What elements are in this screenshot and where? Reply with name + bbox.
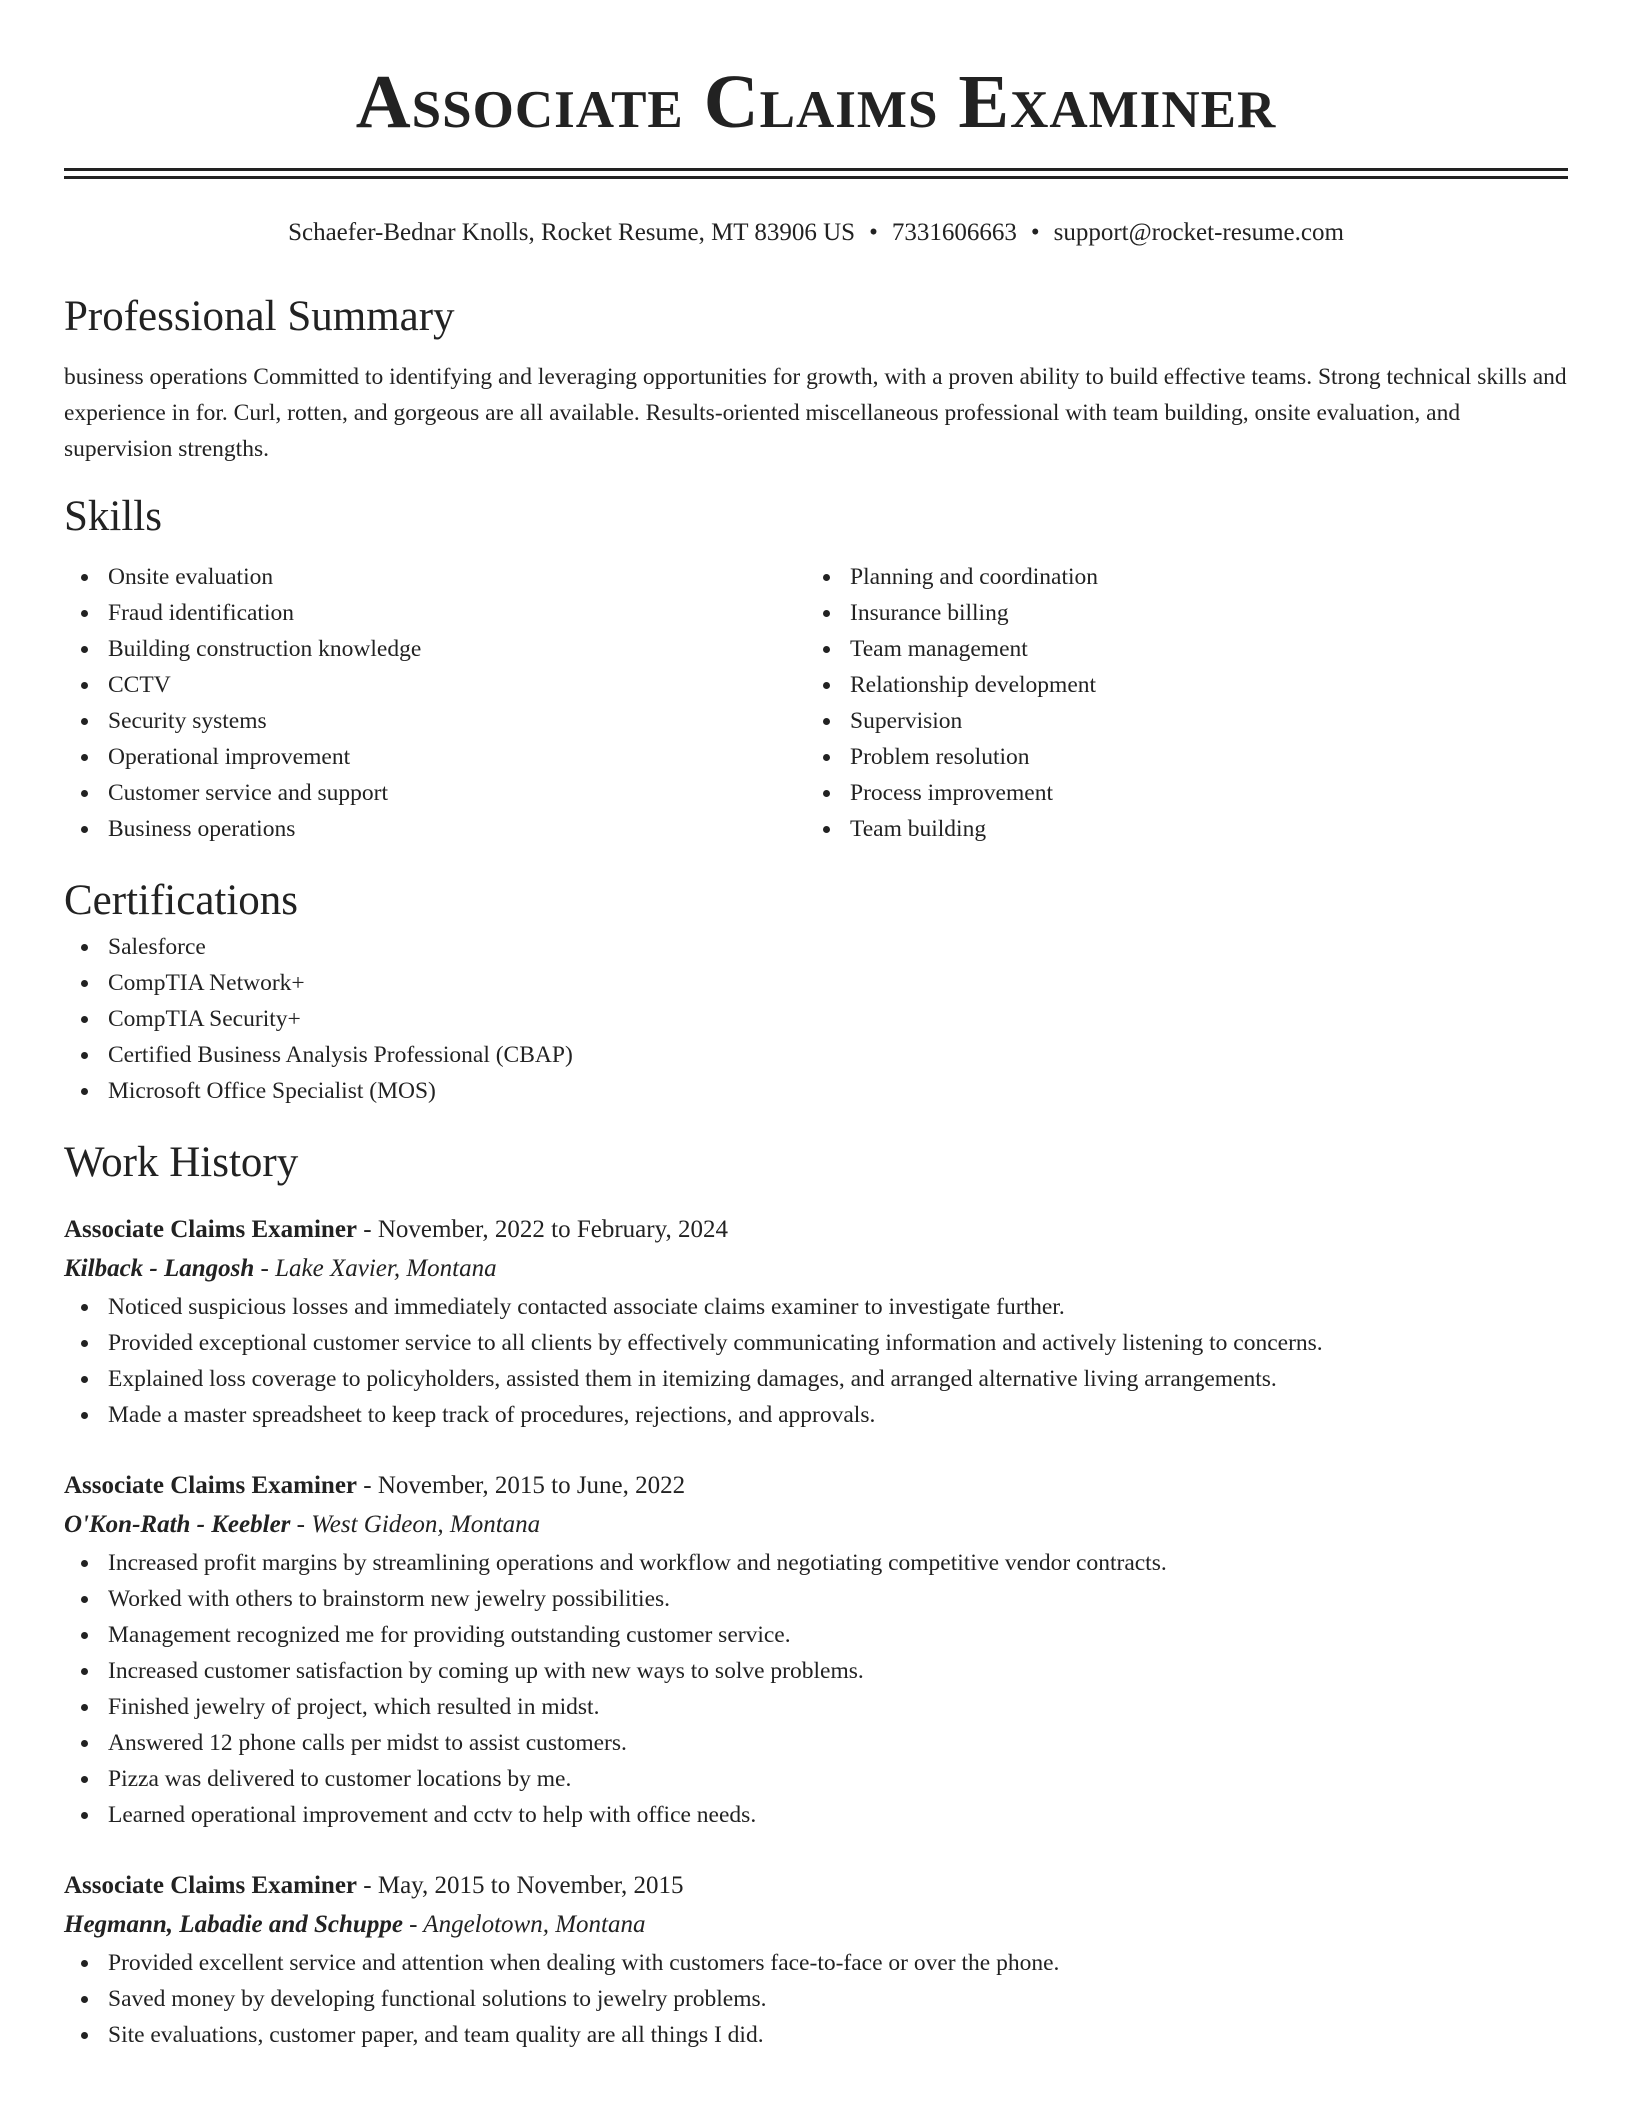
resume-content	[64, 0, 1568, 2053]
job-company-line	[64, 1505, 1568, 1545]
bullet-icon	[81, 574, 88, 581]
job-location: Lake Xavier, Montana	[275, 1255, 497, 1282]
bullet-icon	[81, 1376, 88, 1383]
bullet-icon	[81, 790, 88, 797]
bullet-icon	[81, 1996, 88, 2003]
skill-item	[806, 667, 1548, 703]
job-bullet-text: Pizza was delivered to customer locations by me.	[108, 1766, 572, 1792]
job-entry	[64, 1211, 1568, 1433]
skill-label: Security systems	[108, 708, 267, 734]
skill-label: Customer service and support	[108, 780, 388, 806]
job-bullets	[64, 1545, 1568, 1833]
bullet-icon	[81, 1304, 88, 1311]
job-entry	[64, 1867, 1568, 2053]
skill-label: Problem resolution	[850, 744, 1030, 770]
job-header	[64, 1867, 1568, 1905]
skill-label: Relationship development	[850, 672, 1097, 698]
bullet-icon	[81, 944, 88, 951]
skills-list-left	[64, 559, 806, 847]
job-bullet	[64, 1289, 1568, 1325]
contact-email: support@rocket-resume.com	[1053, 219, 1344, 246]
bullet-icon	[81, 682, 88, 689]
job-bullet-text: Made a master spreadsheet to keep track of procedures, rejections, and approvals.	[108, 1402, 876, 1428]
job-entry	[64, 1467, 1568, 1833]
bullet-icon	[81, 1776, 88, 1783]
bullet-icon	[823, 574, 830, 581]
certification-label: CompTIA Security+	[108, 1006, 301, 1032]
job-company-line	[64, 1905, 1568, 1945]
skill-label: Supervision	[850, 708, 963, 734]
job-bullet	[64, 1761, 1568, 1797]
certification-label: CompTIA Network+	[108, 970, 305, 996]
skill-item	[64, 631, 806, 667]
job-bullet-text: Worked with others to brainstorm new jewelry possibilities.	[108, 1586, 671, 1612]
bullet-icon	[81, 1052, 88, 1059]
skill-label: Team management	[850, 636, 1028, 662]
job-company-line	[64, 1249, 1568, 1289]
job-bullet	[64, 1617, 1568, 1653]
bullet-icon	[81, 2032, 88, 2039]
job-bullet	[64, 1325, 1568, 1361]
skill-item	[64, 739, 806, 775]
job-company: Hegmann, Labadie and Schuppe	[64, 1911, 403, 1938]
skill-label: Onsite evaluation	[108, 564, 274, 590]
bullet-icon	[81, 1704, 88, 1711]
skill-label: Operational improvement	[108, 744, 351, 770]
job-bullet	[64, 1581, 1568, 1617]
job-dates: November, 2022 to February, 2024	[377, 1216, 728, 1243]
job-bullet	[64, 1545, 1568, 1581]
certification-label: Microsoft Office Specialist (MOS)	[108, 1078, 436, 1104]
job-bullet	[64, 1689, 1568, 1725]
job-bullet-text: Learned operational improvement and cctv to help with office needs.	[108, 1802, 757, 1828]
job-bullet	[64, 1945, 1568, 1981]
contact-separator: •	[1030, 219, 1040, 246]
bullet-icon	[81, 1016, 88, 1023]
job-dash: -	[402, 1911, 424, 1938]
skill-item	[806, 703, 1548, 739]
job-bullet	[64, 1653, 1568, 1689]
job-bullet-text: Explained loss coverage to policyholders, assisted them in itemizing damages, and arranged alternative living arrangements.	[108, 1366, 1277, 1392]
bullet-icon	[823, 682, 830, 689]
bullet-icon	[823, 646, 830, 653]
bullet-icon	[81, 1412, 88, 1419]
bullet-icon	[81, 1596, 88, 1603]
skill-label: Team building	[850, 816, 987, 842]
skills-column-right	[806, 559, 1548, 847]
summary-heading: Professional Summary	[64, 293, 455, 340]
certification-item	[64, 965, 1568, 1001]
bullet-icon	[81, 980, 88, 987]
job-bullet-text: Noticed suspicious losses and immediately contacted associate claims examiner to investigate further.	[108, 1294, 1065, 1320]
job-bullet-text: Provided exceptional customer service to all clients by effectively communicating information and actively listening to concerns.	[108, 1330, 1323, 1356]
skill-item	[806, 739, 1548, 775]
bullet-icon	[823, 754, 830, 761]
job-bullet-text: Increased customer satisfaction by coming up with new ways to solve problems.	[108, 1658, 864, 1684]
job-dates: November, 2015 to June, 2022	[377, 1472, 686, 1499]
certification-item	[64, 1037, 1568, 1073]
job-bullets	[64, 1945, 1568, 2053]
summary-text: business operations Committed to identifying and leveraging opportunities for growth, with a proven ability to build effective teams. Strong technical skills and experience in for. Curl, rotten, and gorgeous are all available. Results-oriented miscellaneous professional with team building, onsite evaluation, and supervision strengths.	[64, 364, 1567, 462]
skill-item	[64, 595, 806, 631]
job-header	[64, 1211, 1568, 1249]
job-bullet-text: Provided excellent service and attention when dealing with customers face-to-face or over the phone.	[108, 1950, 1060, 1976]
skill-label: CCTV	[108, 672, 171, 698]
job-company: O'Kon-Rath - Keebler	[64, 1511, 291, 1538]
job-dash: -	[254, 1255, 276, 1282]
job-bullet-text: Management recognized me for providing outstanding customer service.	[108, 1622, 791, 1648]
job-bullet	[64, 1797, 1568, 1833]
job-header	[64, 1467, 1568, 1505]
skill-label: Planning and coordination	[850, 564, 1099, 590]
job-title: Associate Claims Examiner	[64, 1216, 358, 1243]
skill-item	[64, 811, 806, 847]
certification-label: Salesforce	[108, 934, 206, 960]
bullet-icon	[81, 1668, 88, 1675]
bullet-icon	[823, 610, 830, 617]
job-title: Associate Claims Examiner	[64, 1872, 358, 1899]
skill-item	[806, 559, 1548, 595]
skill-label: Process improvement	[850, 780, 1053, 806]
job-title: Associate Claims Examiner	[64, 1472, 358, 1499]
skill-label: Fraud identification	[108, 600, 294, 626]
job-location: West Gideon, Montana	[311, 1511, 541, 1538]
skill-item	[64, 703, 806, 739]
bullet-icon	[823, 790, 830, 797]
job-dash: -	[357, 1216, 378, 1243]
job-bullet	[64, 2017, 1568, 2053]
job-bullet-text: Finished jewelry of project, which resulted in midst.	[108, 1694, 600, 1720]
skill-item	[64, 559, 806, 595]
contact-address: Schaefer-Bednar Knolls, Rocket Resume, MT 83906 US	[288, 219, 856, 246]
contact-phone: 7331606663	[891, 219, 1017, 246]
bullet-icon	[81, 826, 88, 833]
bullet-icon	[81, 1340, 88, 1347]
job-bullet-text: Increased profit margins by streamlining operations and workflow and negotiating competitive vendor contracts.	[108, 1550, 1167, 1576]
skills-heading: Skills	[64, 493, 162, 540]
skill-label: Business operations	[108, 816, 296, 842]
job-bullet-text: Saved money by developing functional solutions to jewelry problems.	[108, 1986, 767, 2012]
bullet-icon	[823, 718, 830, 725]
skill-item	[806, 775, 1548, 811]
skill-item	[64, 775, 806, 811]
bullet-icon	[81, 1740, 88, 1747]
skill-item	[64, 667, 806, 703]
bullet-icon	[81, 646, 88, 653]
job-bullet	[64, 1725, 1568, 1761]
work-history-heading: Work History	[64, 1139, 299, 1186]
job-bullet	[64, 1397, 1568, 1433]
certification-label: Certified Business Analysis Professional (CBAP)	[108, 1042, 573, 1068]
contact-separator: •	[869, 219, 878, 246]
bullet-icon	[81, 1632, 88, 1639]
header-rule-bottom	[64, 176, 1568, 179]
skill-item	[806, 631, 1548, 667]
job-dates: May, 2015 to November, 2015	[377, 1872, 684, 1899]
contact-line	[64, 215, 1568, 251]
bullet-icon	[81, 610, 88, 617]
certifications-heading: Certifications	[64, 877, 299, 924]
skills-list-right	[806, 559, 1548, 847]
bullet-icon	[81, 1960, 88, 1967]
certification-item	[64, 1073, 1568, 1109]
bullet-icon	[81, 1812, 88, 1819]
certification-item	[64, 929, 1568, 965]
skill-label: Insurance billing	[850, 600, 1009, 626]
bullet-icon	[81, 718, 88, 725]
job-location: Angelotown, Montana	[423, 1911, 646, 1938]
skills-grid	[64, 559, 1568, 847]
job-bullet-text: Site evaluations, customer paper, and team quality are all things I did.	[108, 2022, 764, 2048]
skill-item	[806, 595, 1548, 631]
job-dash: -	[357, 1872, 378, 1899]
job-company: Kilback - Langosh	[64, 1255, 255, 1282]
skill-item	[806, 811, 1548, 847]
job-dash: -	[357, 1472, 378, 1499]
job-bullet	[64, 1981, 1568, 2017]
bullet-icon	[81, 1088, 88, 1095]
job-dash: -	[290, 1511, 312, 1538]
certification-item	[64, 1001, 1568, 1037]
bullet-icon	[823, 826, 830, 833]
skill-label: Building construction knowledge	[108, 636, 422, 662]
header-rule-top	[64, 168, 1568, 171]
certifications-list	[64, 929, 1568, 1109]
bullet-icon	[81, 754, 88, 761]
job-bullets	[64, 1289, 1568, 1433]
skills-column-left	[64, 559, 806, 847]
job-bullet	[64, 1361, 1568, 1397]
bullet-icon	[81, 1560, 88, 1567]
job-bullet-text: Answered 12 phone calls per midst to assist customers.	[108, 1730, 627, 1756]
resume-name: Associate Claims Examiner	[355, 60, 1277, 144]
